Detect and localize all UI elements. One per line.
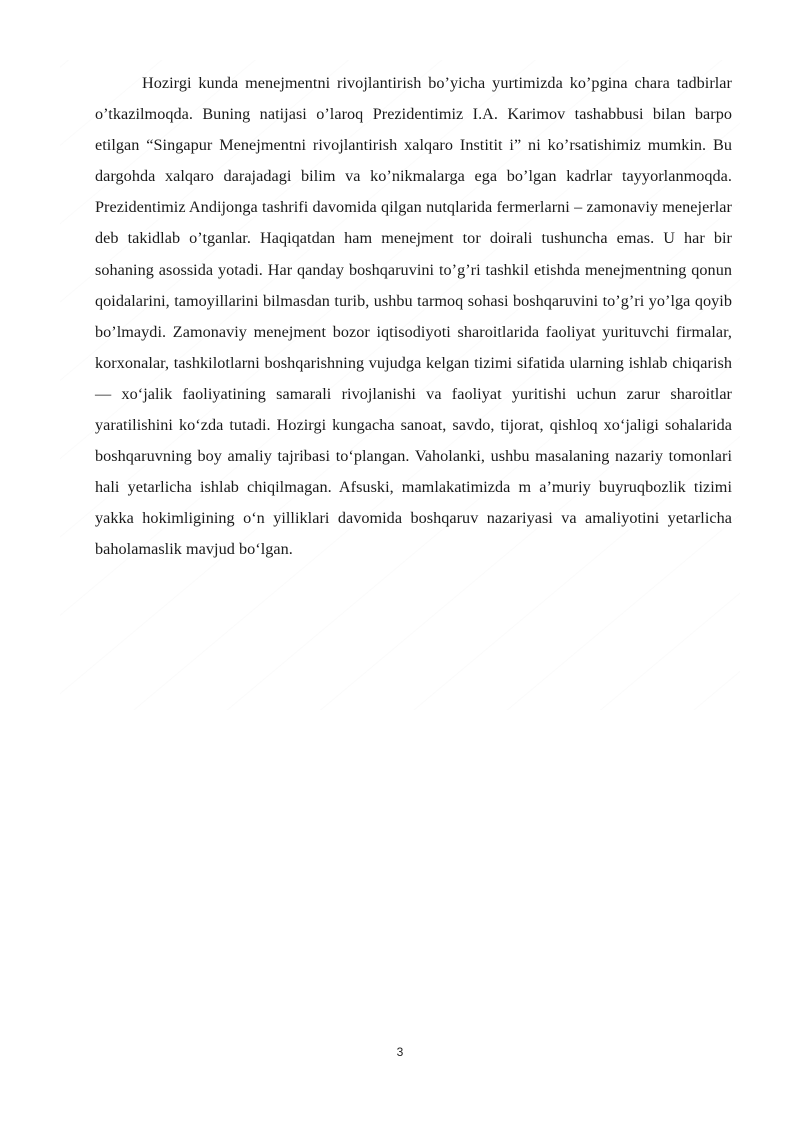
document-body bbox=[95, 68, 732, 566]
page-number: 3 bbox=[396, 1045, 404, 1059]
body-paragraph: Hozirgi kunda menejmentni rivojlantirish bo’yicha yurtimizda ko’pgina chara tadbirlar o’tkazilmoqda. Buning natijasi o’laroq Prezidentimiz I.A. Karimov tashabbusi bilan barpo etilgan “Singapur Menejmentni rivojlantirish xalqaro Institit i” ni ko’rsatishimiz mumkin. Bu dargohda xalqaro darajadagi bilim va ko’nikmalarga ega bo’lgan kadrlar tayyorlanmoqda. Prezidentimiz Andijonga tashrifi davomida qilgan nutqlarida fermerlarni – zamonaviy menejerlar deb takidlab o’tganlar. Haqiqatdan ham menejment tor doirali tushuncha emas. U har bir sohaning asossida yotadi. Har qanday boshqaruvini to’g’ri tashkil etishda menejmentning qonun qoidalarini, tamoyillarini bilmasdan turib, ushbu tarmoq sohasi boshqaruvini to’g’ri yo’lga qoyib bo’lmaydi. Zamonaviy menejment bozor iqtisodiyoti sharoitlarida faoliyat yurituvchi firmalar, korxonalar, tashkilotlarni boshqarishning vujudga kelgan tizimi sifatida ularning ishlab chiqarish — xo‘jalik faoliyatining samarali rivojlanishi va faoliyat yuritishi uchun zarur sharoitlar yaratilishini ko‘zda tutadi. Hozirgi kungacha sanoat, savdo, tijorat, qishloq xo‘jaligi sohalarida boshqaruvning boy amaliy tajribasi to‘plangan. Vaholanki, ushbu masalaning nazariy tomonlari hali yetarlicha ishlab chiqilmagan. Afsuski, mamlakatimizda m a’muriy buyruqbozlik tizimi yakka hokimligining o‘n yilliklari davomida boshqaruv nazariyasi va amaliyotini yetarlicha baholamaslik mavjud bo‘lgan. bbox=[95, 74, 732, 559]
